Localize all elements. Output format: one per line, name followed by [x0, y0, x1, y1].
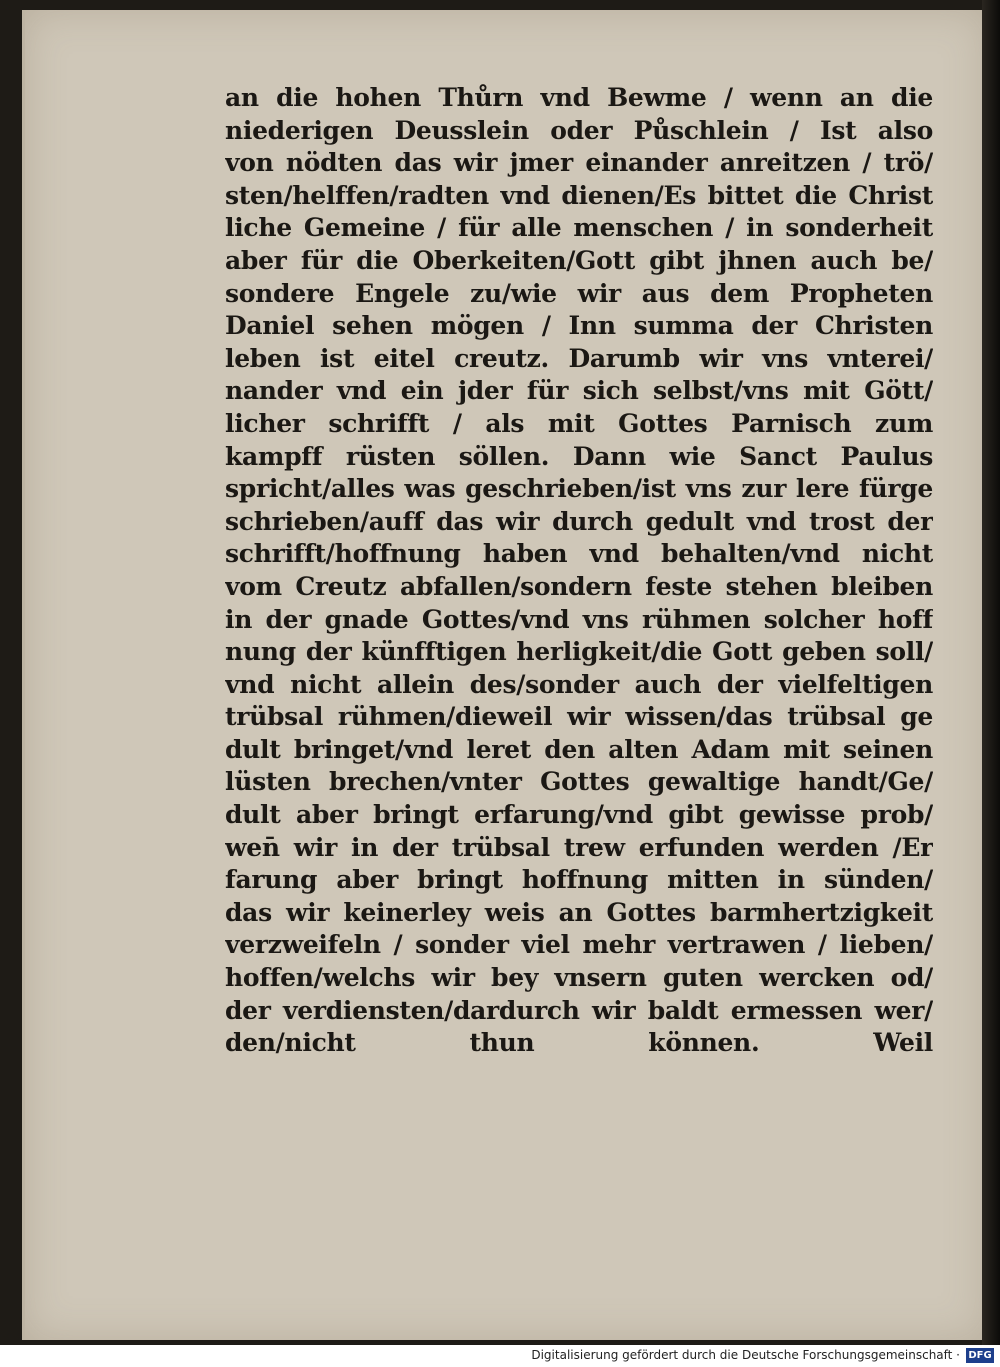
dfg-logo: DFG: [966, 1348, 994, 1363]
text-line: liche Gemeine / für alle menschen / in sonderheit: [225, 213, 933, 243]
text-line: Daniel sehen mögen / Inn summa der Christen: [225, 311, 933, 341]
text-line: sondere Engele zu/wie wir aus dem Propheten: [225, 278, 933, 308]
text-line: der verdiensten/dardurch wir baldt ermessen wer/: [225, 995, 933, 1025]
text-line: in der gnade Gottes/vnd vns rühmen solcher hoff: [225, 604, 933, 634]
funding-notice: Digitalisierung gefördert durch die Deutsche Forschungsgemeinschaft ·: [531, 1348, 960, 1362]
text-line: den/nicht thun können. Weil: [225, 1028, 933, 1058]
footer-bar: [0, 1345, 1000, 1367]
text-line: trübsal rühmen/dieweil wir wissen/das trübsal ge: [225, 702, 933, 732]
text-line: das wir keinerley weis an Gottes barmhertzigkeit: [225, 897, 933, 927]
text-line: wen̄ wir in der trübsal trew erfunden werden /Er: [225, 832, 933, 862]
text-line: farung aber bringt hoffnung mitten in sünden/: [225, 865, 933, 895]
text-line: von nödten das wir jmer einander anreitzen / trö/: [225, 148, 933, 178]
text-line: schrifft/hoffnung haben vnd behalten/vnd nicht: [225, 539, 933, 569]
text-line: dult aber bringt erfarung/vnd gibt gewisse prob/: [225, 800, 933, 830]
book-spine: [982, 0, 1000, 1345]
text-line: dult bringet/vnd leret den alten Adam mit seinen: [225, 734, 933, 764]
text-line: schrieben/auff das wir durch gedult vnd trost der: [225, 506, 933, 536]
text-line: licher schrifft / als mit Gottes Parnisch zum: [225, 408, 933, 438]
text-line: aber für die Oberkeiten/Gott gibt jhnen auch be/: [225, 245, 933, 275]
text-line: nung der künfftigen herligkeit/die Gott geben soll/: [225, 637, 933, 667]
page-text-block: [225, 82, 933, 1060]
text-line: an die hohen Thůrn vnd Bewme / wenn an die: [225, 83, 933, 112]
text-line: sten/helffen/radten vnd dienen/Es bittet die Christ: [225, 180, 933, 210]
text-line: spricht/alles was geschrieben/ist vns zur lere fürge: [225, 474, 933, 504]
text-line: kampff rüsten söllen. Dann wie Sanct Paulus: [225, 441, 933, 471]
text-line: leben ist eitel creutz. Darumb wir vns vnterei/: [225, 343, 933, 373]
text-line: verzweifeln / sonder viel mehr vertrawen / lieben/: [225, 930, 933, 960]
text-line: lüsten brechen/vnter Gottes gewaltige handt/Ge/: [225, 767, 933, 797]
text-line: vom Creutz abfallen/sondern feste stehen bleiben: [225, 571, 933, 601]
text-line: vnd nicht allein des/sonder auch der vielfeltigen: [225, 669, 933, 699]
text-line: nander vnd ein jder für sich selbst/vns mit Gött/: [225, 376, 933, 406]
text-line: niederigen Deusslein oder Půschlein / Ist also: [225, 115, 933, 145]
text-line: hoffen/welchs wir bey vnsern guten wercken od/: [225, 963, 933, 993]
